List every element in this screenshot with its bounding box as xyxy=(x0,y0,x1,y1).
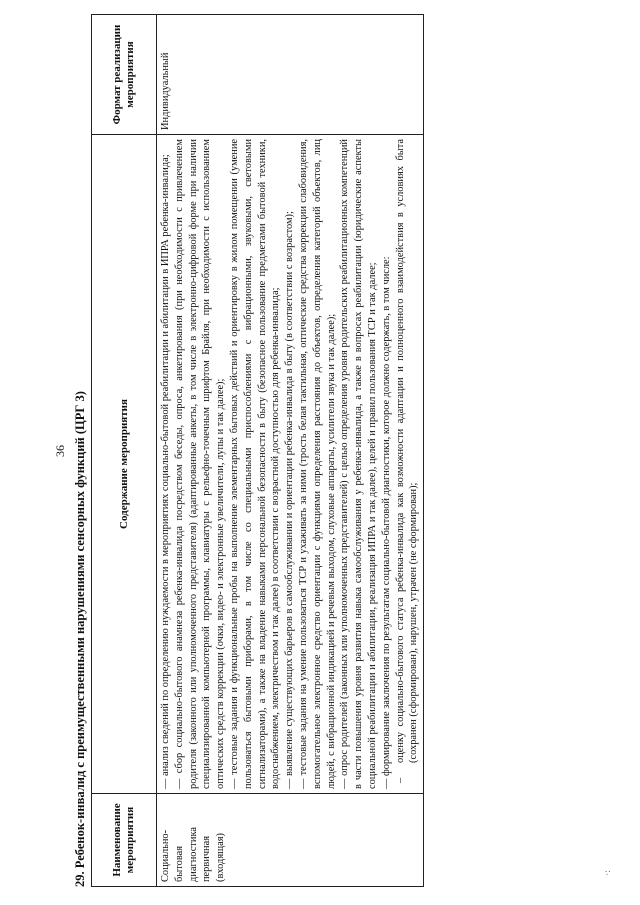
content-paragraph: — тестовые задания и функциональные пробы на выполнение элементарных бытовых действий и ориентировку в жилом помещении (умение пользоваться бытовыми приборами, в том числе со специальными приспособлениями с вибрационными, звуковыми, световыми сигнализаторами), а также на владение навыками персональной безопасности в быту (безопасное пользование предметами бытовой техники, водоснабжением, электричеством и так далее) в соответствии с возрастной доступностью для ребенка-инвалида; xyxy=(228,139,282,789)
content-paragraph: — выявление существующих барьеров в самообслуживании и ориентации ребенка-инвалида в быту (в соответствии с возрастом); xyxy=(284,211,296,789)
activity-format-cell: Индивидуальный xyxy=(157,15,424,135)
content-paragraph: — тестовые задания на умение пользоваться ТСР и ухаживать за ними (трость белая тактильная, оптические средства коррекции слабовидения, вспомогательное электронное средство ориентации с функциями определения расстояния до объектов, определения категорий объектов, лиц людей, с вибрационной индикацией и речевым выходом, слуховые аппараты, усилители звука и так далее); xyxy=(297,139,337,789)
section-heading: 29. Ребенок-инвалид с преимущественными нарушениями сенсорных функций (ЦРГ 3) xyxy=(73,391,87,887)
activity-name-line: (входящая) xyxy=(215,833,227,882)
scan-corner-mark: ·: xyxy=(601,870,612,876)
activities-table xyxy=(91,14,424,887)
header-activity-content: Содержание мероприятия xyxy=(92,135,157,794)
table-header-row xyxy=(92,15,157,887)
activity-name-line: первичная xyxy=(201,835,213,882)
activity-name-cell xyxy=(157,794,424,887)
header-activity-name: Наименование мероприятия xyxy=(92,794,157,887)
page-number: 36 xyxy=(53,445,67,457)
dash-marker: – xyxy=(394,777,406,783)
content-subitem-text: оценку социально-бытового статуса ребенка-инвалида как возможности адаптации и полноценного взаимодействия в условиях быта (сохранен (сформирован), нарушен, утрачен (не сформирован); xyxy=(394,139,420,763)
table-row xyxy=(157,15,424,887)
content-subitem xyxy=(394,139,422,789)
content-paragraph: — анализ сведений по определению нуждаемости в мероприятиях социально-бытовой реабилитации и абилитации в ИПРА ребенка-инвалида; xyxy=(160,154,171,789)
activity-content-cell xyxy=(157,135,424,794)
content-paragraph: — формирование заключения по результатам социально-бытовой диагностики, которое должно содержать, в том числе: xyxy=(380,256,392,789)
activity-name-line: Социально-бытовая диагностика xyxy=(160,827,199,882)
header-activity-format: Формат реализации мероприятия xyxy=(92,15,157,135)
rotated-page xyxy=(37,15,617,887)
content-paragraph: — опрос родителей (законных или уполномоченных представителей) с целью определения уровня родительских реабилитационных компетенций в части повышения уровня развития навыка самообслуживания у ребенка-инвалида, а также в вопросах реабилитации (юридические аспекты социальной реабилитации и абилитации, реализация ИПРА и так далее), целей и правил пользования ТСР и так далее; xyxy=(339,139,378,789)
content-paragraph: — сбор социально-бытового анамнеза ребенка-инвалида посредством беседы, опроса, анкетирования (при необходимости с привлечением родителя (законного или уполномоченного представителя) (адаптированные анкеты, в том числе в электронно-цифровой форме при наличии специализированной компьютерной программы, клавиатуры с рельефно-точечным шрифтом Брайля, при необходимости с использованием оптических средств коррекции (очки, видео- и электронные увеличители, лупы и так далее); xyxy=(173,139,227,789)
